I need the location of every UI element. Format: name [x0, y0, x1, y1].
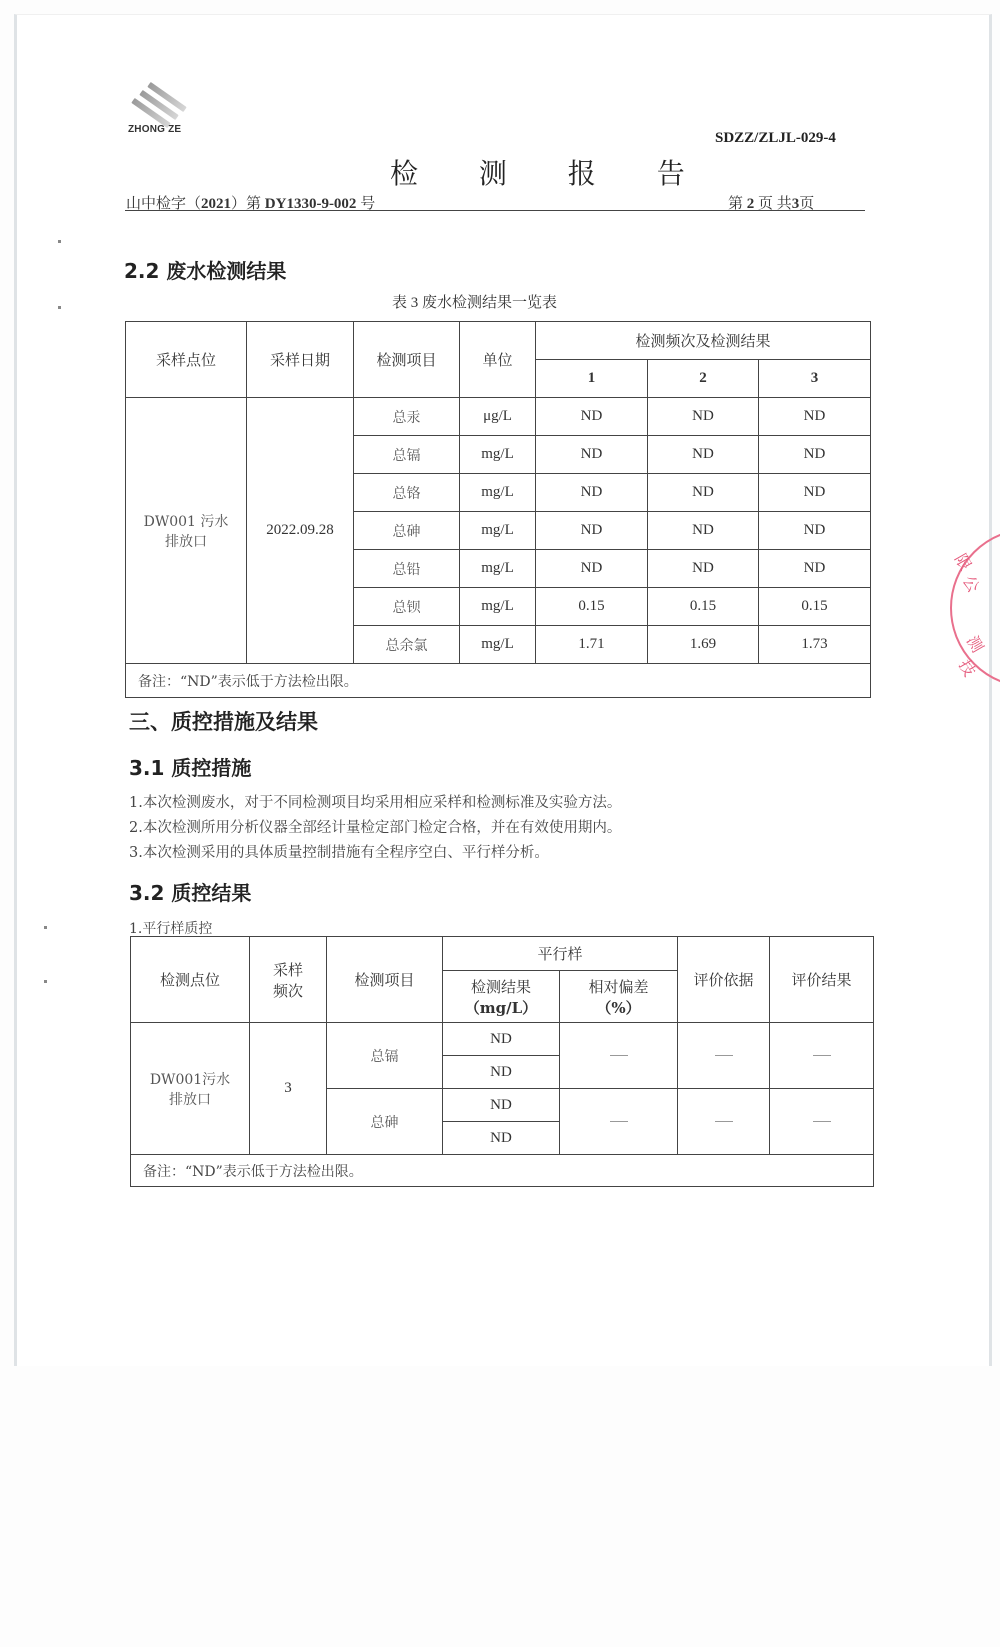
table-note: 备注：“ND”表示低于方法检出限。 [126, 664, 871, 698]
dash-icon [715, 1121, 733, 1122]
result-cell: ND [648, 550, 759, 588]
deviation-cell [560, 1089, 678, 1155]
result-cell: ND [536, 398, 648, 436]
conclusion-cell [770, 1089, 874, 1155]
item-cell: 总砷 [327, 1089, 443, 1155]
qc-measure-3: 3.本次检测采用的具体质量控制措施有全程序空白、平行样分析。 [129, 845, 549, 861]
header-frequency: 采样 频次 [250, 937, 327, 1023]
result-cell: 1.71 [536, 626, 648, 664]
result-cell: 0.15 [759, 588, 871, 626]
scan-mark [58, 240, 61, 243]
conclusion-cell [770, 1023, 874, 1089]
result-cell: ND [759, 474, 871, 512]
result-cell: ND [443, 1089, 560, 1122]
dash-icon [813, 1121, 831, 1122]
table-row [131, 1023, 874, 1056]
result-cell: 0.15 [536, 588, 648, 626]
dash-icon [610, 1055, 628, 1056]
scan-mark [44, 980, 47, 983]
header-divider [125, 210, 865, 211]
header-deviation: 相对偏差 （%） [560, 971, 678, 1023]
result-cell: ND [443, 1023, 560, 1056]
result-cell: 1.69 [648, 626, 759, 664]
unit-cell: mg/L [460, 588, 536, 626]
scan-mark [44, 926, 47, 929]
result-cell: 1.73 [759, 626, 871, 664]
header-item: 检测项目 [327, 937, 443, 1023]
result-cell: ND [648, 512, 759, 550]
item-cell: 总镉 [354, 436, 460, 474]
header-frequency-group: 检测频次及检测结果 [536, 322, 871, 360]
header-parallel-group: 平行样 [443, 937, 678, 971]
qc-measure-1: 1.本次检测废水，对于不同检测项目均采用相应采样和检测标准及实验方法。 [129, 795, 622, 811]
frequency-cell: 3 [250, 1023, 327, 1155]
item-cell: 总钡 [354, 588, 460, 626]
unit-cell: μg/L [460, 398, 536, 436]
qc-subheading: 1.平行样质控 [129, 921, 213, 937]
header-freq-3: 3 [759, 360, 871, 398]
result-cell: ND [443, 1122, 560, 1155]
section-heading-3: 三、质控措施及结果 [129, 710, 318, 734]
unit-cell: mg/L [460, 512, 536, 550]
unit-cell: mg/L [460, 436, 536, 474]
wastewater-results-table [125, 321, 871, 698]
result-cell: ND [759, 436, 871, 474]
header-site: 检测点位 [131, 937, 250, 1023]
parallel-sample-qc-table [130, 936, 874, 1187]
logo-text: ZHONG ZE [128, 124, 182, 135]
basis-cell [678, 1089, 770, 1155]
official-seal-icon: 限 公 测 技 [950, 528, 1000, 688]
result-cell: ND [648, 474, 759, 512]
header-freq-1: 1 [536, 360, 648, 398]
dash-icon [610, 1121, 628, 1122]
item-cell: 总铬 [354, 474, 460, 512]
header-item: 检测项目 [354, 322, 460, 398]
result-cell: ND [536, 474, 648, 512]
table-caption: 表 3 废水检测结果一览表 [392, 295, 558, 311]
result-cell: 0.15 [648, 588, 759, 626]
header-site: 采样点位 [126, 322, 247, 398]
unit-cell: mg/L [460, 626, 536, 664]
item-cell: 总铅 [354, 550, 460, 588]
deviation-cell [560, 1023, 678, 1089]
item-cell: 总汞 [354, 398, 460, 436]
result-cell: ND [536, 550, 648, 588]
qc-measure-2: 2.本次检测所用分析仪器全部经计量检定部门检定合格，并在有效使用期内。 [129, 820, 622, 836]
item-cell: 总砷 [354, 512, 460, 550]
document-code: SDZZ/ZLJL-029-4 [715, 130, 836, 146]
basis-cell [678, 1023, 770, 1089]
page-title: 检 测 报 告 [390, 157, 711, 190]
table-note: 备注：“ND”表示低于方法检出限。 [131, 1155, 874, 1187]
item-cell: 总余氯 [354, 626, 460, 664]
result-cell: ND [536, 512, 648, 550]
dash-icon [813, 1055, 831, 1056]
header-basis: 评价依据 [678, 937, 770, 1023]
page-indicator: 第 2 页 共3页 [728, 196, 815, 212]
date-cell: 2022.09.28 [247, 398, 354, 664]
section-heading-3-1: 3.1 质控措施 [129, 756, 252, 780]
table-row [126, 398, 871, 436]
scan-mark [58, 306, 61, 309]
header-date: 采样日期 [247, 322, 354, 398]
header-freq-2: 2 [648, 360, 759, 398]
report-number: 山中检字（2021）第 DY1330-9-002 号 [126, 196, 376, 212]
result-cell: ND [648, 436, 759, 474]
site-cell: DW001污水 排放口 [131, 1023, 250, 1155]
result-cell: ND [648, 398, 759, 436]
header-result: 检测结果 （mg/L） [443, 971, 560, 1023]
result-cell: ND [759, 512, 871, 550]
header-unit: 单位 [460, 322, 536, 398]
section-heading-3-2: 3.2 质控结果 [129, 881, 252, 905]
unit-cell: mg/L [460, 550, 536, 588]
result-cell: ND [443, 1056, 560, 1089]
section-heading-2-2: 2.2 废水检测结果 [124, 259, 287, 283]
result-cell: ND [759, 550, 871, 588]
item-cell: 总镉 [327, 1023, 443, 1089]
dash-icon [715, 1055, 733, 1056]
header-conclusion: 评价结果 [770, 937, 874, 1023]
unit-cell: mg/L [460, 474, 536, 512]
result-cell: ND [759, 398, 871, 436]
result-cell: ND [536, 436, 648, 474]
site-cell: DW001 污水 排放口 [126, 398, 247, 664]
